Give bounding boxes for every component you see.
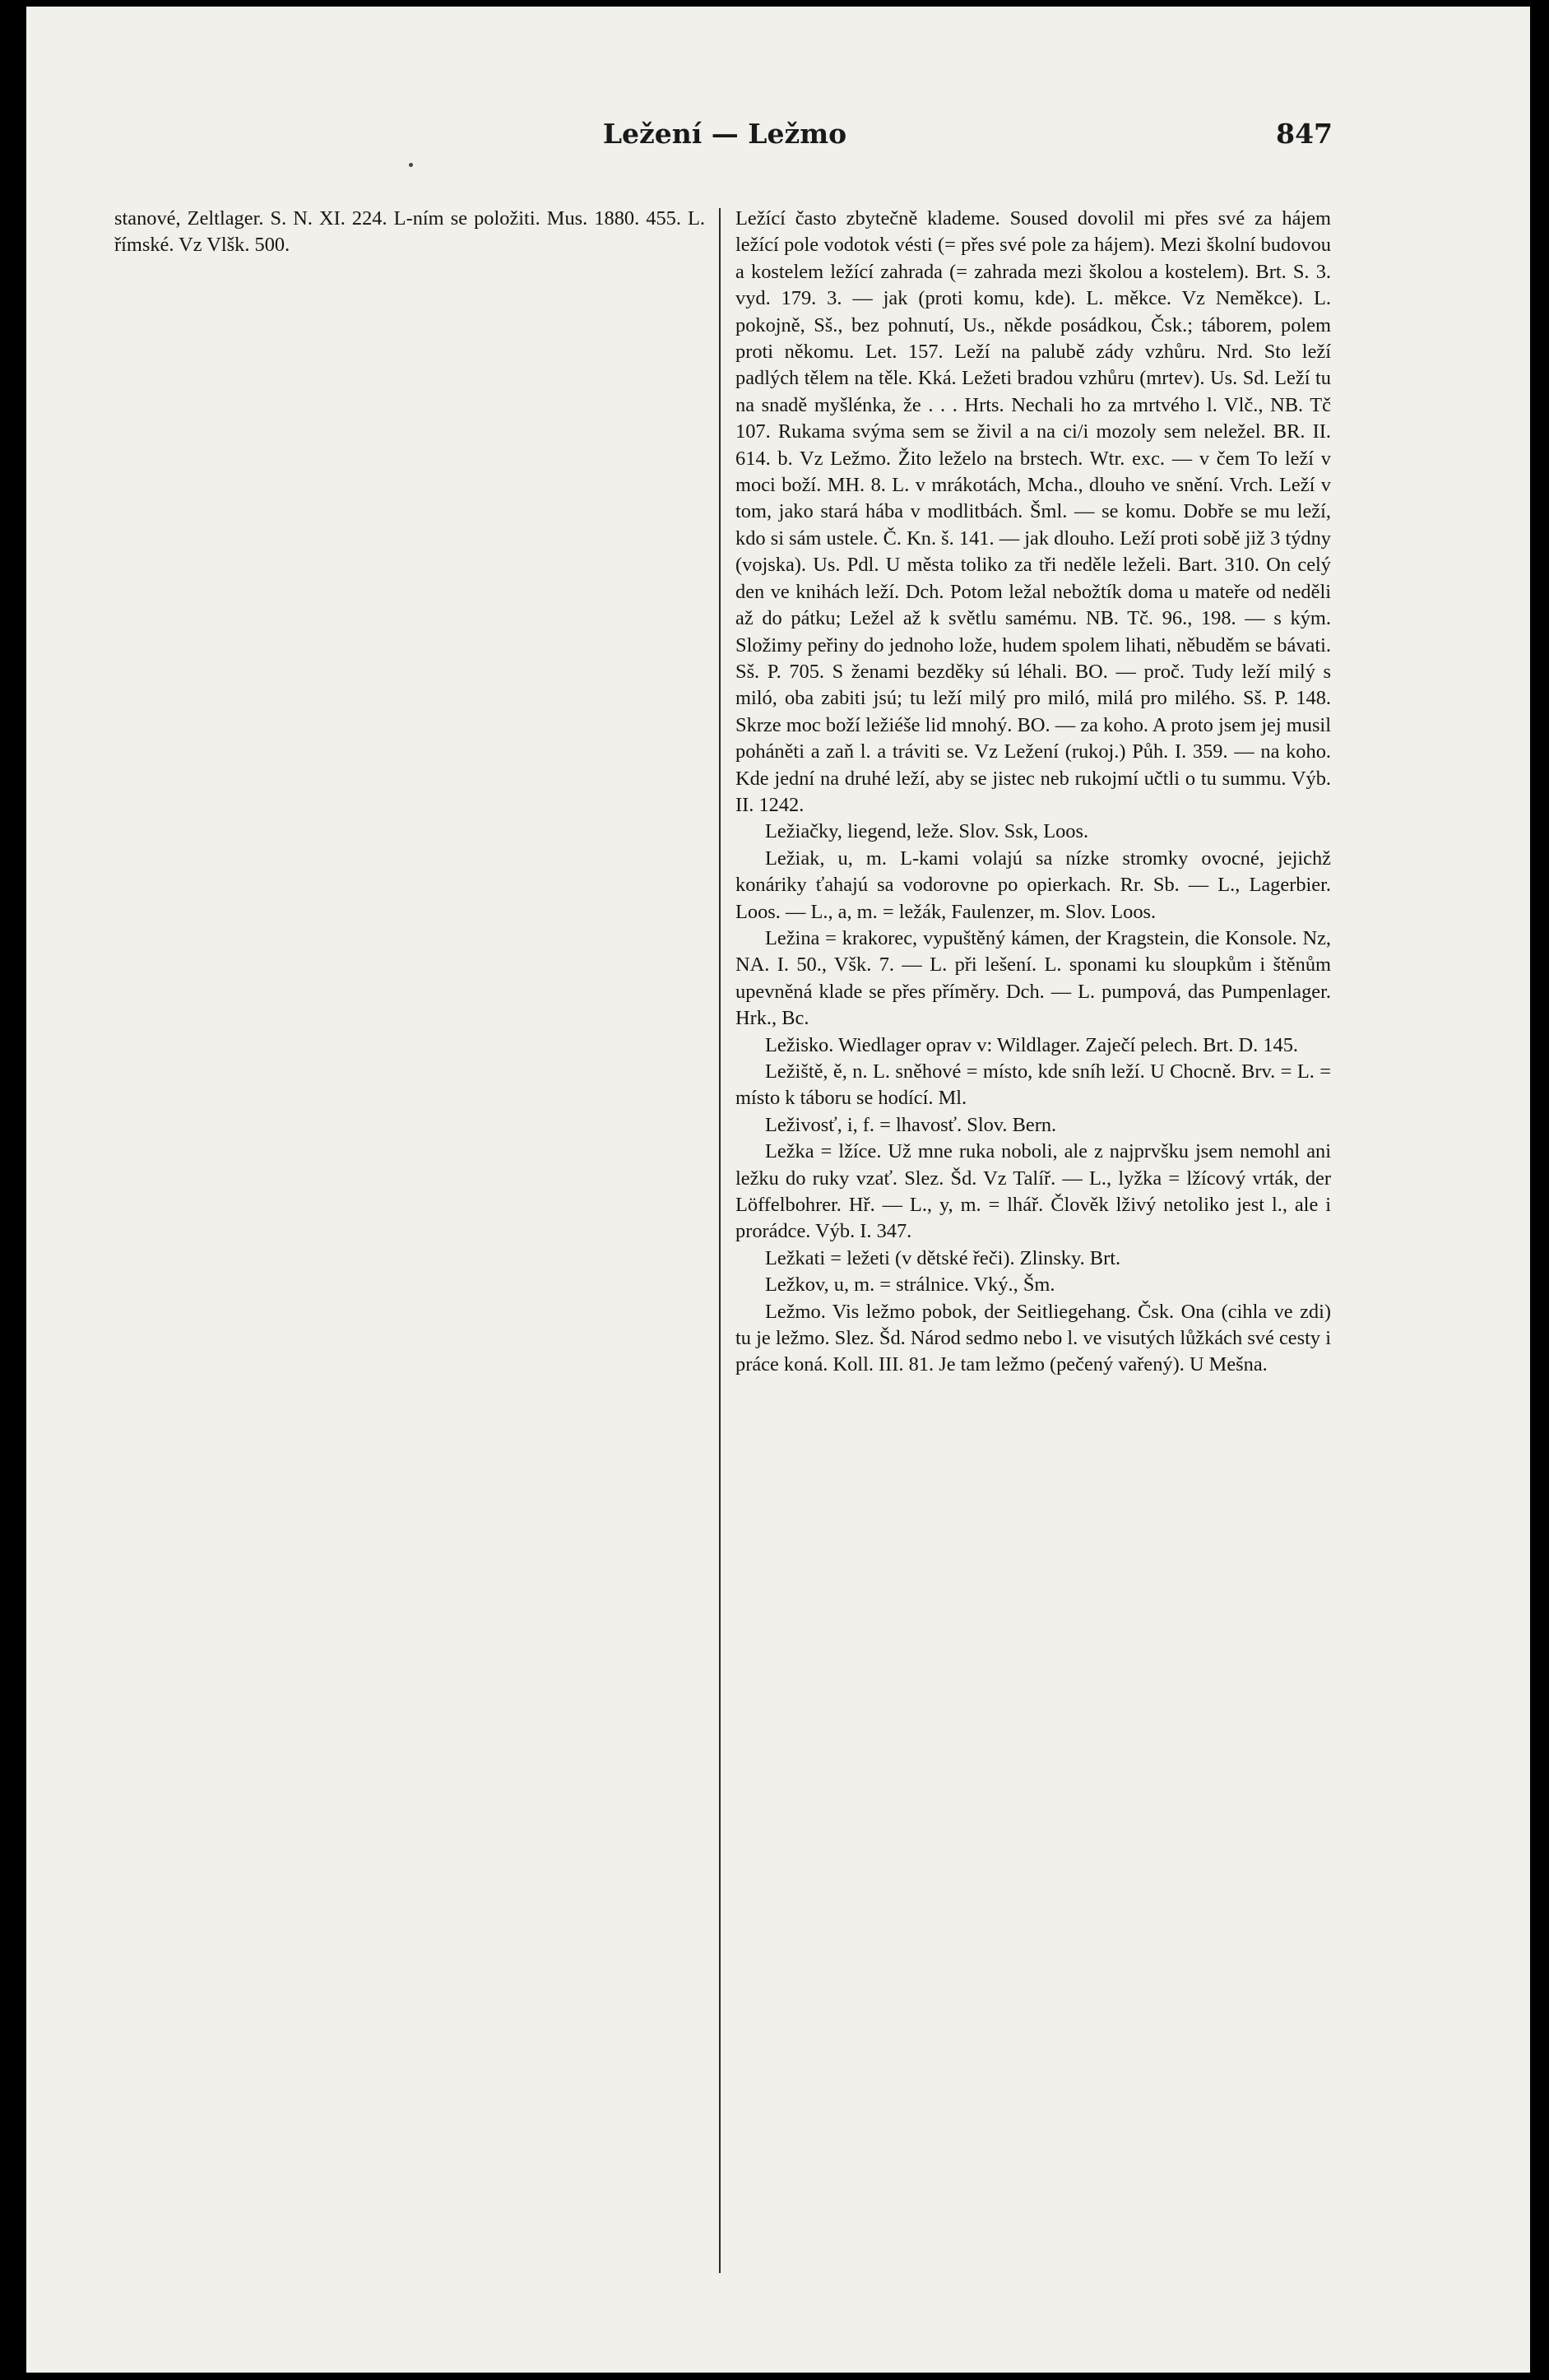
- running-title: Ležení — Ležmo: [602, 118, 847, 150]
- entry-lezisko: Ležisko. Wiedlager oprav v: Wildlager. Zaječí pelech. Brt. D. 145.: [765, 1033, 1299, 1056]
- entry-lezka: Ležka = lžíce. Už mne ruka noboli, ale z najprvšku jsem nemohl ani ležku do ruky vzať. Slez. Šd. Vz Talíř. — L., lyžka = lžícový vrták, der Löffelbohrer. Hř. — L., y, m. = lhář. Člověk lživý netoliko jest l., ale i prorádce. Výb. I. 347.: [735, 1140, 1331, 1243]
- entry-lezmo: Ležmo. Vis ležmo pobok, der Seitliegehang. Čsk. Ona (cihla ve zdi) tu je ležmo. Slez. Šd. Národ sedmo nebo l. ve visutých lůžkách své cesty i práce koná. Koll. III. 81. Je tam ležmo (pečený vařený). U Mešna.: [735, 1300, 1331, 1376]
- print-speck: [409, 163, 413, 167]
- entry-lezivost: Leživosť, i, f. = lhavosť. Slov. Bern.: [765, 1113, 1057, 1136]
- dictionary-page: [26, 7, 1530, 2373]
- entry-lezkati: Ležkati = ležeti (v dětské řeči). Zlinsky. Brt.: [765, 1246, 1121, 1269]
- left-paragraph: stanové, Zeltlager. S. N. XI. 224. L-ním se položiti. Mus. 1880. 455. L. římské. Vz Vlšk. 500.: [114, 207, 705, 257]
- entry-leziste: Ležiště, ě, n. L. sněhové = místo, kde sníh leží. U Chocně. Brv. = L. = místo k táboru se hodící. Ml.: [735, 1060, 1331, 1110]
- running-header: [117, 118, 1333, 151]
- right-paragraph: Ležící často zbytečně klademe. Soused dovolil mi přes své za hájem ležící pole vodotok vésti (= přes své pole za hájem). Mezi školní budovou a kostelem ležící zahrada (= zahrada mezi školou a kostelem). Brt. S. 3. vyd. 179. 3. — jak (proti komu, kde). L. měkce. Vz Neměkce). L. pokojně, Sš., bez pohnutí, Us., někde posádkou, Čsk.; táborem, polem proti někomu. Let. 157. Leží na palubě zády vzhůru. Nrd. Sto leží padlých tělem na těle. Kká. Ležeti bradou vzhůru (mrtev). Us. Sd. Leží tu na snadě myšlénka, že . . . Hrts. Nechali ho za mrtvého l. Vlč., NB. Tč 107. Rukama svýma sem se živil a na ci/i mozoly sem neležel. BR. II. 614. b. Vz Ležmo. Žito leželo na brstech. Wtr. exc. — v čem To leží v moci boží. MH. 8. L. v mrákotách, Mcha., dlouho ve snění. Vrch. Leží v tom, jako stará hába v modlitbách. Šml. — se komu. Dobře se mu leží, kdo si sám ustele. Č. Kn. š. 141. — jak dlouho. Leží proti sobě již 3 týdny (vojska). Us. Pdl. U města toliko za tři neděle leželi. Bart. 310. On celý den ve knihách leží. Dch. Potom ležal nebožtík doma u mateře od neděli až do pátku; Ležel až k světlu samému. NB. Tč. 96., 198. — s kým. Složimy peřiny do jednoho lože, hudem spolem lihati, něbuděm se bávati. Sš. P. 705. S ženami bezděky sú léhali. BO. — proč. Tudy leží milý s miló, oba zabiti jsú; tu leží milý pro miló, milá pro milého. Sš. P. 148. Skrze moc boží ležiéše lid mnohý. BO. — za koho. A proto jsem jej musil poháněti a zaň l. a tráviti se. Vz Ležení (rukoj.) Půh. I. 359. — na koho. Kde jední na druhé leží, aby se jistec neb rukojmí učtli o tu summu. Výb. II. 1242.: [735, 207, 1331, 816]
- entry-leziacky: Ležiačky, liegend, leže. Slov. Ssk, Loos.: [765, 820, 1089, 843]
- left-column: [114, 206, 705, 2287]
- right-column: [735, 206, 1331, 2287]
- entry-lezina: Ležina = krakorec, vypuštěný kámen, der Kragstein, die Konsole. Nz, NA. I. 50., Všk. 7. — L. při lešení. L. sponami ku sloupkům i štěnům upevněná klade se přes příměry. Dch. — L. pumpová, das Pumpenlager. Hrk., Bc.: [735, 926, 1331, 1030]
- entry-leziak: Ležiak, u, m. L-kami volajú sa nízke stromky ovocné, jejichž konáriky ťahajú sa vodorovne po opierkach. Rr. Sb. — L., Lagerbier. Loos. — L., a, m. = ležák, Faulenzer, m. Slov. Loos.: [735, 847, 1331, 923]
- column-divider: [719, 208, 721, 2273]
- entry-lezkov: Ležkov, u, m. = strálnice. Vký., Šm.: [765, 1274, 1055, 1297]
- page-number: 847: [1276, 118, 1333, 150]
